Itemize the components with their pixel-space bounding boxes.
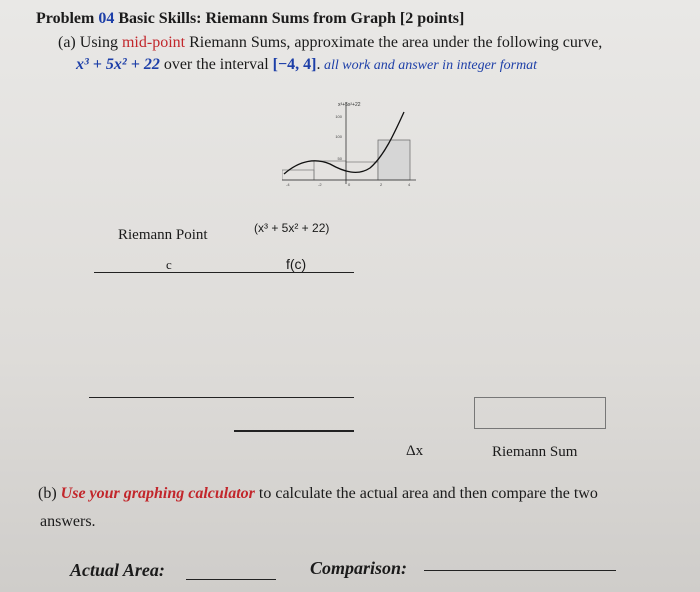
riemann-rect-4: [378, 140, 410, 180]
riemann-sum-label: Riemann Sum: [492, 444, 578, 460]
period: .: [316, 56, 321, 73]
dx-label: Δx: [406, 443, 424, 459]
problem-prefix: Problem: [36, 10, 99, 27]
y-tick-1: 100: [335, 114, 342, 119]
interval: [−4, 4]: [272, 56, 317, 73]
function-expression: x³ + 5x² + 22: [76, 56, 160, 73]
x-tick-2: -2: [318, 182, 322, 187]
format-note: all work and answer in integer format: [320, 58, 538, 73]
method-name: mid-point: [121, 34, 186, 51]
part-a-text: Riemann Sums, approximate the area under the following curve,: [185, 34, 603, 51]
comparison-label: [310, 558, 407, 579]
calculator-instruction: Use your graphing calculator: [60, 485, 255, 502]
problem-title: [36, 10, 464, 28]
function-header: (x³ + 5x² + 22): [254, 221, 330, 235]
part-b-text-cont: answers.: [40, 513, 96, 530]
x-tick-5: 4: [408, 182, 411, 187]
actual-area-text: Actual Area:: [70, 560, 165, 580]
part-a-line2: [76, 56, 537, 74]
header-rule: [94, 272, 354, 273]
comparison-line[interactable]: [424, 570, 616, 571]
riemann-graph: [282, 98, 422, 190]
graph-label: x³+5x²+22: [338, 102, 361, 108]
dx-answer-line[interactable]: [234, 430, 354, 432]
x-tick-1: -4: [286, 182, 290, 187]
part-b-text: to calculate the actual area and then compare the two: [254, 485, 598, 502]
x-tick-3: 0: [348, 182, 351, 187]
riemann-sum-answer-box[interactable]: [474, 397, 606, 429]
riemann-point-header: Riemann Point: [118, 227, 208, 243]
part-a-line1: [58, 34, 602, 52]
part-a-label: (a) Using: [58, 34, 122, 51]
part-b-line1: [38, 485, 598, 503]
problem-heading: Basic Skills: Riemann Sums from Graph [2 points]: [114, 10, 465, 27]
actual-area-label: [70, 560, 165, 581]
fc-label: f(c): [286, 256, 307, 272]
comparison-text: Comparison:: [310, 558, 408, 578]
c-label: c: [166, 257, 172, 272]
y-tick-2: 100: [335, 134, 342, 139]
interval-prefix: over the interval: [159, 56, 273, 73]
problem-number: 04: [98, 10, 115, 27]
actual-area-line[interactable]: [186, 579, 276, 580]
sum-rule: [89, 397, 354, 398]
y-tick-3: 50: [337, 156, 342, 161]
part-b-label: (b): [38, 485, 61, 502]
x-tick-4: 2: [380, 182, 383, 187]
